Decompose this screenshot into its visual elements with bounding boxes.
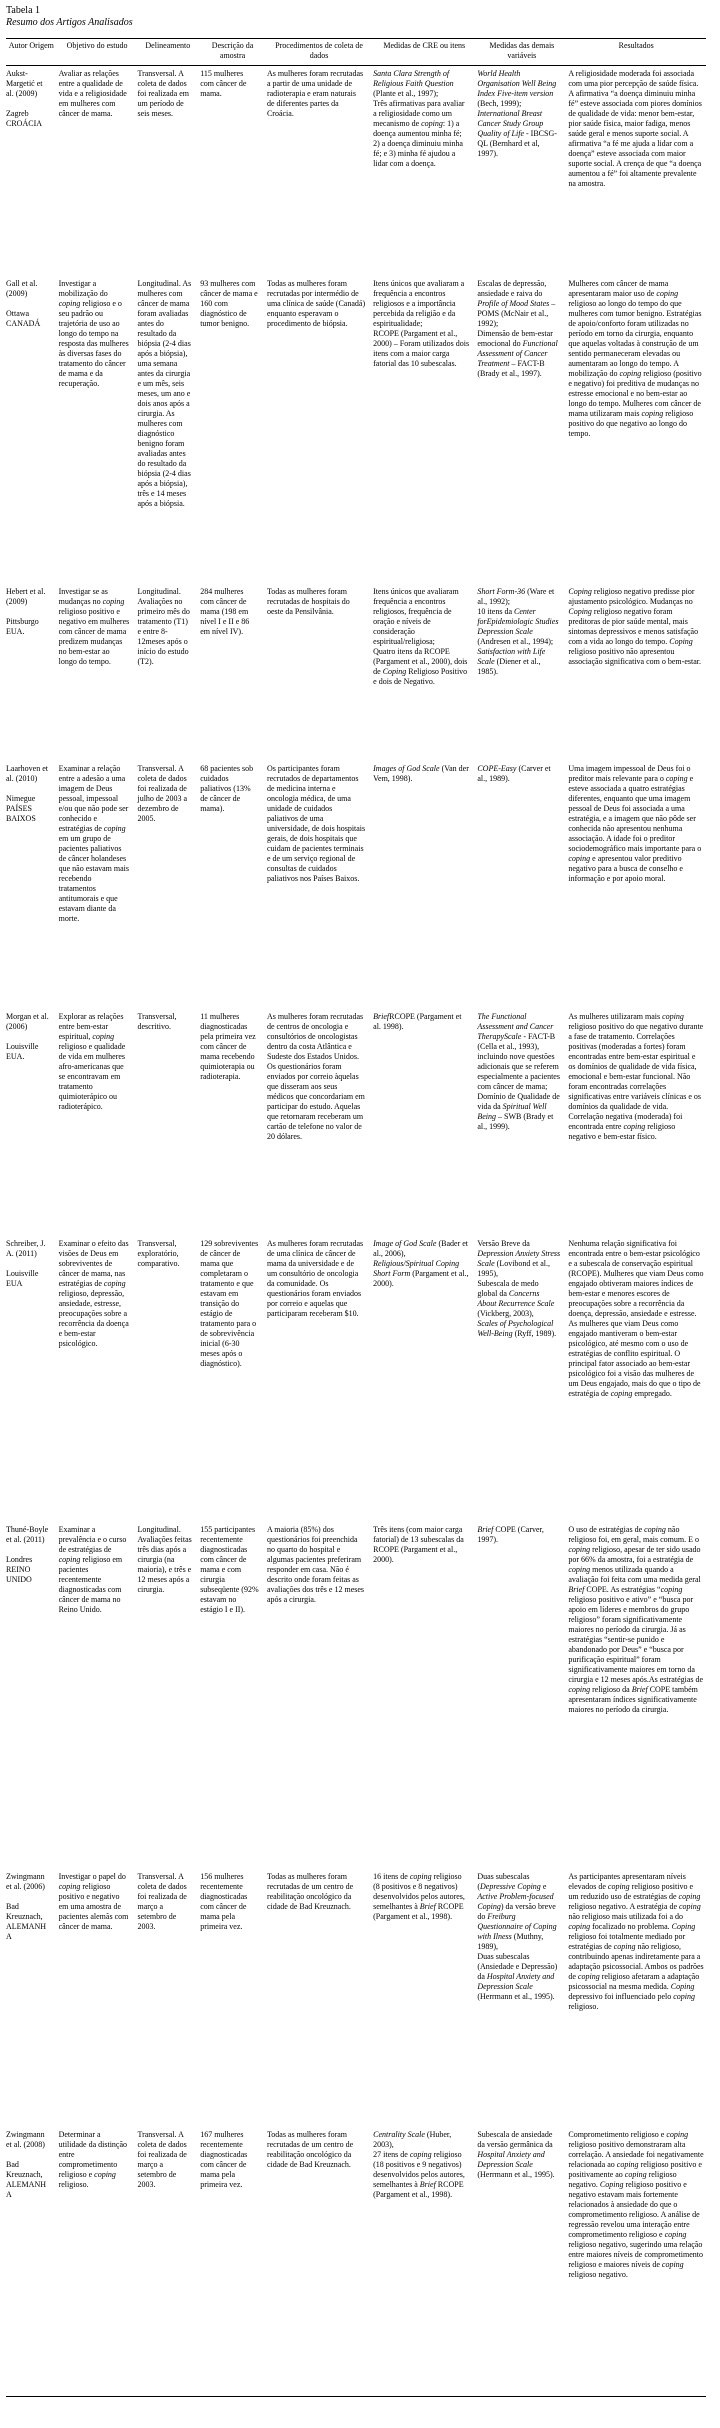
cell-autor: Schreiber, J. A. (2011) Louisville EUA bbox=[6, 1238, 46, 1288]
cell-delineamento: Transversal. A coleta de dados foi realizada de julho de 2003 a dezembro de 2005. bbox=[137, 763, 188, 823]
cell-resultados: As mulheres utilizaram mais coping religioso positivo do que negativo durante a fase de tratamento. Correlações positivas (moderadas a fortes) foram encontradas entre bem-estar espiritual e os domínios de qualidade de vida física, emocional e bem-estar funcional. Não foram encontradas correlações significativas entre variáveis clínicas e os domínios da qualidade de vida. Correlação negativa (moderada) foi encontrada entre coping religioso negativo e bem-estar físico. bbox=[568, 1011, 704, 1141]
cell-delineamento: Longitudinal. Avaliações feitas três dias após a cirurgia (na maioria), e três e 12 meses após a cirurgia. bbox=[137, 1524, 192, 1594]
cell-objetivo: Determinar a utilidade da distinção entre comprometimento religioso e coping religioso. bbox=[58, 2129, 128, 2189]
cell-autor: Zwingmann et al. (2008) Bad Kreuznach, ALEMANHA bbox=[6, 2129, 46, 2199]
cell-resultados: A religiosidade moderada foi associada com uma pior percepção de saúde física. A afirmativa “a doença diminuiu minha fé” esteve associada com piores domínios de qualidade de vida: menor bem-estar, pior saúde física, maior fadiga, menos saúde geral e menos suporte social. A afirmativa “a fé me ajuda a lidar com a doença” esteve associada com maior suporte social. A crença de que “a doença aumentou a fé” foi altamente prevalente na amostra. bbox=[568, 69, 702, 188]
table-row bbox=[6, 584, 706, 761]
cell-amostra: 93 mulheres com câncer de mama e 160 com diagnóstico de tumor benigno. bbox=[200, 278, 258, 328]
cell-resultados: Uma imagem impessoal de Deus foi o preditor mais relevante para o coping e esteve associada a quatro estratégias diferentes, enquanto que uma imagem pessoal de Deus foi associada a uma estratégia, e a imagem que não pôde ser conhecida não apresentou nenhuma associação. A idade foi o preditor sociodemográfico mais importante para o coping e apresentou valor preditivo negativo para a busca de conselho e informação e por apoio moral. bbox=[568, 763, 702, 883]
summary-table bbox=[6, 38, 706, 2397]
table-caption: Resumo dos Artigos Analisados bbox=[6, 17, 133, 28]
cell-resultados: Mulheres com câncer de mama apresentaram maior uso de coping religioso ao longo do tempo do que mulheres com tumor benigno. Estratégias de apoio/conforto foram utilizadas no período em torno da cirurgia, enquanto que aquelas voltadas à construção de um sentido permaneceram elevadas ou aumentaram ao longo do tempo. A mobilização do coping religioso (positivo e negativo) foi preditiva de mudanças no estresse emocional e no bem-estar ao longo do tempo. Mulheres com câncer de mama utilizaram mais coping religioso positivo do que negativo ao longo do tempo. bbox=[568, 278, 702, 438]
cell-medidas_cre: Centrality Scale (Huber, 2003), 27 itens de coping religioso (18 positivos e 9 negativos) desenvolvidos pelos autores, semelhantes à Brief RCOPE (Pargament et al., 1998). bbox=[373, 2129, 465, 2199]
cell-medidas_cre: Itens únicos que avaliaram frequência a encontros religiosos, frequência de oração e níveis de consideração espiritual/religiosa; Quatro itens da RCOPE (Pargament et al., 2000), dois de Coping Religioso Positivo e dois de Negativo. bbox=[373, 586, 468, 686]
cell-amostra: 284 mulheres com câncer de mama (198 em nível I e II e 86 em nível IV). bbox=[200, 586, 250, 636]
column-header: Resultados bbox=[568, 39, 706, 66]
cell-procedimento: A maioria (85%) dos questionários foi preenchida no quarto do hospital e algumas pacientes preferiram responder em casa. Não é descrito onde foram feitas as avaliações dos três e 12 meses após a cirurgia. bbox=[266, 1524, 365, 1604]
cell-medidas_cre: BriefRCOPE (Pargament et al. 1998). bbox=[373, 1011, 462, 1031]
table-row bbox=[6, 761, 706, 1009]
cell-procedimento: As mulheres foram recrutadas de uma clínica de câncer de mama da universidade e de um consultório de oncologia da comunidade. Os questionários foram enviados por correio e aquelas que participaram receberam $10. bbox=[266, 1238, 364, 1318]
table-row bbox=[6, 276, 706, 584]
cell-procedimento: Todas as mulheres foram recrutadas de hospitais do oeste da Pensilvânia. bbox=[266, 586, 350, 616]
column-header: Medidas de CRE ou itens bbox=[373, 39, 477, 66]
cell-autor: Aukst-Margetić et al. (2009) Zagreb CROÁCIA bbox=[6, 69, 43, 128]
cell-medidas_demais: Duas subescalas (Depressive Coping e Active Problem-focused Coping) da versão breve do Freiburg Questionnaire of Coping with Ilness (Muthny, 1989), Duas subescalas (Ansiedade e Depressão) da Hospital Anxiety and Depression Scale (Herrmann et al., 1995). bbox=[477, 1871, 558, 2001]
cell-objetivo: Investigar o papel do coping religioso positivo e negativo em uma amostra de pacientes alemãs com câncer de mama. bbox=[58, 1871, 129, 1931]
cell-objetivo: Explorar as relações entre bem-estar espiritual, coping religioso e qualidade de vida em mulheres afro-americanas que se encontravam em tratamento quimioterápico ou radioterápico. bbox=[58, 1011, 126, 1111]
cell-delineamento: Transversal. A coleta de dados foi realizada de março a setembro de 2003. bbox=[137, 2129, 187, 2189]
column-header: Delineamento bbox=[137, 39, 200, 66]
cell-autor: Zwingmann et al. (2006) Bad Kreuznach, ALEMANHA bbox=[6, 1871, 46, 1941]
table-row bbox=[6, 66, 706, 276]
cell-objetivo: Avaliar as relações entre a qualidade de vida e a religiosidade em mulheres com câncer de mama. bbox=[58, 69, 127, 118]
table-number: Tabela 1 bbox=[6, 5, 41, 16]
cell-medidas_demais: Versão Breve da Depression Anxiety Stress Scale (Lovibond et al., 1995), Subescala de medo global da Concerns About Recurrence Scale (Vickberg, 2003), Scales of Psychological Well-Being (Ryff, 1989). bbox=[477, 1238, 561, 1338]
cell-delineamento: Longitudinal. Avaliações no primeiro mês do tratamento (T1) e entre 8-12meses após o início do estudo (T2). bbox=[137, 586, 190, 666]
column-header: Objetivo do estudo bbox=[59, 39, 138, 66]
cell-amostra: 167 mulheres recentemente diagnosticadas com câncer de mama pela primeira vez. bbox=[200, 2129, 248, 2189]
column-header: Descrição da amostra bbox=[200, 39, 267, 66]
cell-objetivo: Investigar se as mudanças no coping religioso positivo e negativo em mulheres com câncer de mama predizem mudanças no bem-estar ao longo do tempo. bbox=[58, 586, 130, 666]
table-row bbox=[6, 1009, 706, 1236]
cell-objetivo: Investigar a mobilização do coping religioso e o seu padrão ou trajetória de uso ao longo do tempo na resposta das mulheres às diversas fases do tratamento do câncer de mama e da recuperação. bbox=[58, 278, 129, 388]
cell-medidas_demais: Escalas de depressão, ansiedade e raiva do Profile of Mood States – POMS (McNair et al., 1992); Dimensão de bem-estar emocional do Functional Assessment of Cancer Treatment – FACT-B (Brady et al., 1997). bbox=[477, 278, 558, 378]
cell-delineamento: Transversal, exploratório, comparativo. bbox=[137, 1238, 180, 1268]
table-header-row bbox=[6, 39, 706, 66]
cell-medidas_demais: World Health Organisation Well Being Index Five-item version (Bech, 1999); International Breast Cancer Study Group Quality of Life - IBCSG-QL (Bernhard et al, 1997). bbox=[477, 69, 557, 158]
cell-procedimento: As mulheres foram recrutadas de centros de oncologia e consultórios de oncologistas dentro da costa Atlântica e Sudeste dos Estados Unidos. Os questionários foram enviados por correio àquelas que disseram aos seus médicos que concordariam em participar do estudo. Aquelas que retornaram receberam um cartão de telefone no valor de 20 dólares. bbox=[266, 1011, 365, 1141]
cell-autor: Morgan et al. (2006) Louisville EUA. bbox=[6, 1011, 49, 1061]
cell-delineamento: Transversal, descritivo. bbox=[137, 1011, 177, 1031]
cell-procedimento: Todas as mulheres foram recrutadas por intermédio de uma clínica de saúde (Canadá) enquanto esperavam o procedimento de biópsia. bbox=[266, 278, 366, 328]
cell-amostra: 11 mulheres diagnosticadas pela primeira vez com câncer de mama recebendo quimioterapia ou radioterapia. bbox=[200, 1011, 256, 1081]
cell-medidas_cre: Três itens (com maior carga fatorial) de 13 subescalas da RCOPE (Pargament et al., 2000). bbox=[373, 1524, 464, 1564]
cell-autor: Thuné-Boyle et al. (2011) Londres REINO UNIDO bbox=[6, 1524, 49, 1584]
cell-amostra: 129 sobreviventes de câncer de mama que completaram o tratamento e que estavam em transição do estágio de tratamento para o de sobrevivência inicial (6-30 meses após o diagnóstico). bbox=[200, 1238, 259, 1368]
cell-procedimento: Todas as mulheres foram recrutadas de um centro de reabilitação oncológico da cidade de Bad Kreuznach. bbox=[266, 1871, 354, 1911]
cell-amostra: 155 participantes recentemente diagnosticadas com câncer de mama e com cirurgia subseqüente (92% estavam no estágio I e II). bbox=[200, 1524, 259, 1614]
cell-medidas_demais: Brief COPE (Carver, 1997). bbox=[477, 1524, 544, 1544]
cell-resultados: Coping religioso negativo predisse pior ajustamento psicológico. Mudanças no Coping religioso negativo foram preditoras de pior saúde mental, mais sintomas depressivos e menos satisfação com a vida ao longo do tempo. Coping religioso positivo não apresentou associação significativa com o bem-estar. bbox=[568, 586, 701, 666]
table-row bbox=[6, 1869, 706, 2127]
column-header: Medidas das demais variáveis bbox=[477, 39, 568, 66]
cell-objetivo: Examinar a prevalência e o curso de estratégias de coping religioso em pacientes recentemente diagnosticadas com câncer de mama no Reino Unido. bbox=[58, 1524, 127, 1614]
cell-medidas_cre: Itens únicos que avaliaram a frequência a encontros religiosos e a importância percebida da religião e da espiritualidade; RCOPE (Pargament et al., 2000) – Foram utilizados dois itens com a maior carga fatorial das 10 subescalas. bbox=[373, 278, 470, 368]
cell-medidas_cre: Image of God Scale (Bader et al., 2006), Religious/Spiritual Coping Short Form (Pargament et al., 2000). bbox=[373, 1238, 469, 1288]
cell-procedimento: Todas as mulheres foram recrutadas de um centro de reabilitação oncológico da cidade de Bad Kreuznach. bbox=[266, 2129, 354, 2169]
table-row bbox=[6, 1236, 706, 1522]
column-header: Procedimentos de coleta de dados bbox=[267, 39, 373, 66]
cell-amostra: 115 mulheres com câncer de mama. bbox=[200, 69, 247, 98]
cell-medidas_demais: Short Form-36 (Ware et al., 1992); 10 itens da Center forEpidemiologic Studies Depression Scale (Andresen et al., 1994); Satisfaction with Life Scale (Diener et al., 1985). bbox=[477, 586, 559, 676]
cell-medidas_cre: Images of God Scale (Van der Vem, 1998). bbox=[373, 763, 469, 783]
cell-amostra: 68 pacientes sob cuidados paliativos (13% de câncer de mama). bbox=[200, 763, 254, 813]
cell-delineamento: Transversal. A coleta de dados foi realizada em um período de seis meses. bbox=[137, 69, 190, 118]
cell-medidas_demais: The Functional Assessment and Cancer TherapyScale - FACT-B (Cella et al., 1993), incluindo nove questões adicionais que se referem especialmente a pacientes com câncer de mama; Domínio de Qualidade de vida da Spiritual Well Being – SWB (Brady et al., 1999). bbox=[477, 1011, 560, 1131]
cell-medidas_demais: Subescala de ansiedade da versão germânica da Hospital Anxiety and Depression Scale (Herrmann et al., 1995). bbox=[477, 2129, 555, 2179]
cell-objetivo: Examinar a relação entre a adesão a uma imagem de Deus pessoal, impessoal e/ou que não pode ser conhecido e estratégias de coping em um grupo de pacientes paliativos de câncer holandeses que não estavam mais recebendo tratamentos antitumorais e que estavam diante da morte. bbox=[58, 763, 130, 923]
cell-autor: Gall et al. (2009) Ottawa CANADÁ bbox=[6, 278, 41, 328]
cell-resultados: Nenhuma relação significativa foi encontrada entre o bem-estar psicológico e a subescala de conservação espiritual (RCOPE). Mulheres que viam Deus como engajado obtiveram maiores índices de bem-estar e menores escores de preocupações sobre a recorrência da doença, depressão, ansiedade e estresse. As mulheres que viam Deus como engajado mantiveram o bem-estar psicológico, até mesmo com o uso de estratégias de conflito espiritual. O principal fator associado ao bem-estar psicológico foi a visão das mulheres de um Deus engajado, mais do que o tipo de estratégia de coping empregado. bbox=[568, 1238, 704, 1398]
cell-autor: Hebert et al. (2009) Pittsburgo EUA. bbox=[6, 586, 46, 636]
cell-delineamento: Transversal. A coleta de dados foi realizada de março a setembro de 2003. bbox=[137, 1871, 187, 1931]
cell-objetivo: Examinar o efeito das visões de Deus em sobreviventes de câncer de mama, nas estratégias de coping religioso, depressão, ansiedade, estresse, preocupações sobre a recorrência da doença e bem-estar psicológico. bbox=[58, 1238, 129, 1348]
cell-medidas_cre: Santa Clara Strength of Religious Faith Question (Plante et al., 1997); Três afirmativas para avaliar a religiosidade como um mecanismo de coping: 1) a doença aumentou minha fé; 2) a doença diminuiu minha fé; e 3) minha fé ajudou a lidar com a doença. bbox=[373, 69, 465, 168]
cell-medidas_cre: 16 itens de coping religioso (8 positivos e 8 negativos) desenvolvidos pelos autores, semelhantes à Brief RCOPE (Pargament et al., 1998). bbox=[373, 1871, 465, 1921]
cell-resultados: Comprometimento religioso e coping religioso positivo demonstraram alta correlação. A ansiedade foi negativamente relacionada ao coping religioso positivo e positivamente ao coping religioso negativo. Coping religioso positivo e negativo estavam mais fortemente relacionados à ansiedade do que o comprometimento religioso. A análise de regressão revelou uma interação entre comprometimento religioso e coping religioso negativo, sugerindo uma relação entre maiores níveis de comprometimento religioso e maiores níveis de coping religioso negativo. bbox=[568, 2129, 704, 2279]
cell-procedimento: As mulheres foram recrutadas a partir de uma unidade de radioterapia e eram naturais de diferentes partes da Croácia. bbox=[266, 69, 364, 118]
cell-medidas_demais: COPE-Easy (Carver et al., 1989). bbox=[477, 763, 551, 783]
cell-resultados: O uso de estratégias de coping não religioso foi, em geral, mais comum. E o coping religioso, apesar de ter sido usado por 66% da amostra, foi a estratégia de coping menos utilizada quando a avaliação foi feita com uma medida geral Brief COPE. As estratégias “coping religioso positivo e ativo” e “busca por apoio em líderes e membros do grupo religioso” foram significativamente maiores no período da cirurgia. Já as estratégias “sentir-se punido e abandonado por Deus” e “busca por purificação espiritual” foram significativamente maiores em torno da cirurgia e 12 meses após.As estratégias de coping religioso da Brief COPE também apresentaram índices significativamente maiores no período da cirurgia. bbox=[568, 1524, 704, 1714]
cell-resultados: As participantes apresentaram níveis elevados de coping religioso positivo e um reduzido uso de estratégias de coping religioso negativo. A estratégia de coping não religioso mais utilizada foi a do coping focalizado no problema. Coping religioso foi totalmente mediado por estratégias de coping não religioso, contribuindo apenas indiretamente para a adaptação psicossocial. Ambos os padrões de coping religioso afetaram a adaptação psicossocial na mesma medida. Coping depressivo foi influenciado pelo coping religioso. bbox=[568, 1871, 704, 2011]
cell-autor: Laarhoven et al. (2010) Nimegue PAÍSES BAIXOS bbox=[6, 763, 48, 823]
cell-amostra: 156 mulheres recentemente diagnosticadas com câncer de mama pela primeira vez. bbox=[200, 1871, 248, 1931]
cell-delineamento: Longitudinal. As mulheres com câncer de mama foram avaliadas antes do resultado da biópsia (2-4 dias após a biópsia), uma semana antes da cirurgia e um mês, seis meses, um ano e dois anos após a cirurgia. As mulheres com diagnóstico benigno foram avaliadas antes do resultado da biópsia (2-4 dias após a biópsia), três e 14 meses após a biópsia. bbox=[137, 278, 192, 508]
table-row bbox=[6, 1522, 706, 1869]
column-header: Autor Origem bbox=[6, 39, 59, 66]
cell-procedimento: Os participantes foram recrutados de departamentos de medicina interna e oncologia médica, de uma unidade de cuidados paliativos de uma universidade, de dois hospitais gerais, de dois hospitais que cuidam de pacientes terminais e de um serviço regional de consultas de cuidados paliativos nos Países Baixos. bbox=[266, 763, 366, 883]
table-row bbox=[6, 2127, 706, 2397]
